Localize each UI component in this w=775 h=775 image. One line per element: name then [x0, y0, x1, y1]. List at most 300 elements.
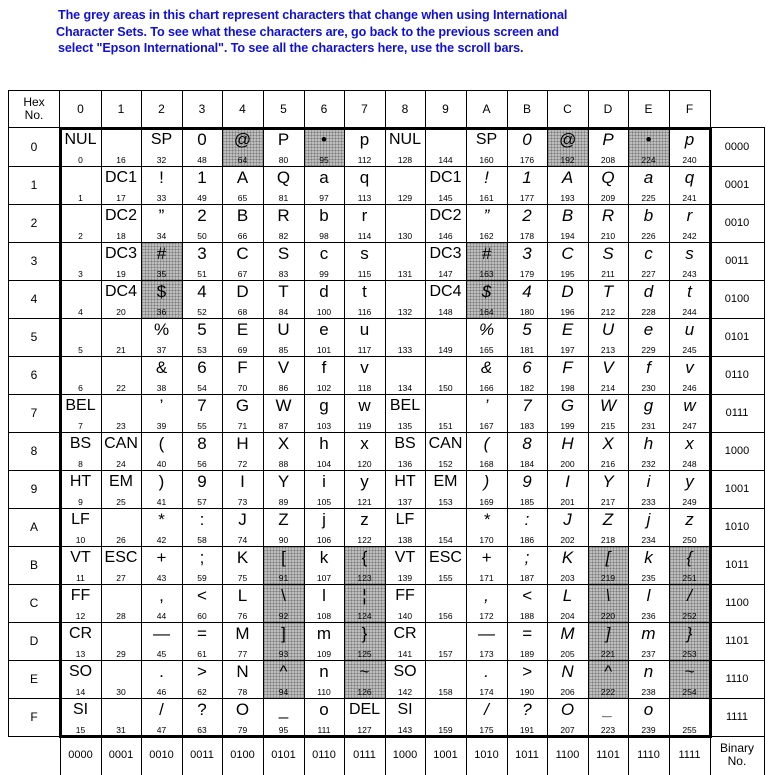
- column-header: C: [563, 101, 572, 116]
- row-binary-label: 1001: [724, 482, 750, 495]
- char-cell: [344, 318, 385, 356]
- char-cell: [547, 432, 588, 470]
- char-decimal: 123: [357, 573, 372, 583]
- char-decimal: 17: [116, 193, 126, 203]
- char-decimal: 62: [197, 687, 207, 697]
- char-decimal: 64: [237, 155, 248, 165]
- char-decimal: 201: [560, 497, 575, 507]
- char-cell: [344, 622, 385, 660]
- char-glyph: 2: [197, 206, 207, 225]
- char-decimal: 113: [357, 193, 372, 203]
- char-glyph: I: [565, 472, 570, 491]
- row-binary-label: 0100: [724, 292, 750, 305]
- char-decimal: 94: [278, 687, 289, 697]
- char-decimal: 255: [682, 725, 697, 735]
- grid-line: [344, 90, 345, 775]
- char-glyph: I: [240, 472, 245, 491]
- char-decimal: 28: [116, 611, 126, 621]
- char-glyph: f: [646, 358, 651, 377]
- char-decimal: 154: [438, 535, 453, 545]
- row-binary-label: 0111: [725, 406, 749, 419]
- char-cell: [628, 166, 669, 204]
- char-cell: [141, 318, 182, 356]
- char-glyph: •: [645, 130, 652, 149]
- column-header: 2: [158, 101, 165, 116]
- char-cell: [385, 432, 425, 470]
- char-decimal: 63: [197, 725, 207, 735]
- char-glyph: !: [159, 168, 164, 187]
- char-glyph: n: [319, 662, 329, 681]
- char-decimal: 225: [641, 193, 656, 203]
- char-decimal: 83: [278, 269, 289, 279]
- grid-line: [59, 128, 62, 738]
- grid-line: [222, 90, 223, 775]
- char-cell: [222, 318, 263, 356]
- char-cell: [466, 660, 507, 698]
- char-decimal: 59: [197, 573, 207, 583]
- char-cell: [628, 660, 669, 698]
- char-glyph: NUL: [64, 131, 97, 148]
- char-decimal: 36: [156, 307, 167, 317]
- char-cell: [344, 128, 385, 166]
- char-decimal: 166: [479, 383, 494, 393]
- char-decimal: 189: [519, 649, 535, 659]
- char-glyph: =: [197, 624, 207, 643]
- char-decimal: 65: [237, 193, 248, 203]
- char-cell: [425, 318, 466, 356]
- char-decimal: 57: [197, 497, 207, 507]
- char-cell: [425, 660, 466, 698]
- char-glyph: X: [602, 434, 614, 453]
- char-glyph: O: [560, 700, 575, 719]
- grid-line: [425, 90, 426, 775]
- char-decimal: 227: [641, 269, 656, 279]
- char-cell: [263, 204, 304, 242]
- char-cell: [101, 660, 141, 698]
- char-glyph: L: [562, 586, 573, 605]
- char-cell: [344, 242, 385, 280]
- char-glyph: u: [359, 320, 370, 339]
- char-decimal: 190: [519, 687, 535, 697]
- char-cell: [385, 698, 425, 736]
- char-decimal: 252: [682, 611, 697, 621]
- char-glyph: *: [483, 510, 490, 529]
- char-cell: [385, 508, 425, 546]
- char-glyph: &: [480, 358, 493, 377]
- char-cell: [385, 622, 425, 660]
- char-decimal: 58: [197, 535, 207, 545]
- char-cell: [304, 546, 344, 584]
- grid-line: [628, 90, 629, 775]
- char-decimal: 9: [78, 497, 83, 507]
- char-cell: [222, 470, 263, 508]
- char-decimal: 75: [237, 573, 248, 583]
- row-binary-label: 0000: [724, 140, 750, 153]
- char-decimal: 147: [438, 269, 453, 279]
- char-cell: [101, 508, 141, 546]
- char-cell: [263, 508, 304, 546]
- char-decimal: 90: [278, 535, 289, 545]
- char-decimal: 145: [438, 193, 453, 203]
- grid-line: [710, 736, 765, 737]
- char-glyph: =: [522, 624, 532, 643]
- char-cell: [222, 280, 263, 318]
- char-decimal: 20: [116, 307, 126, 317]
- char-glyph: M: [560, 624, 575, 643]
- char-cell: [425, 128, 466, 166]
- char-decimal: 33: [156, 193, 167, 203]
- char-decimal: 187: [519, 573, 535, 583]
- grid-line: [8, 204, 765, 205]
- char-decimal: 69: [237, 345, 248, 355]
- char-cell: [425, 584, 466, 622]
- char-glyph: 3: [522, 244, 532, 263]
- char-cell: [628, 546, 669, 584]
- char-decimal: 207: [560, 725, 575, 735]
- char-glyph: /: [687, 586, 692, 605]
- char-decimal: 208: [600, 155, 616, 165]
- row-binary-label: 0011: [725, 254, 749, 267]
- char-cell: [304, 622, 344, 660]
- char-cell: [101, 318, 141, 356]
- char-decimal: 181: [519, 345, 535, 355]
- char-decimal: 152: [438, 459, 453, 469]
- char-glyph: f: [321, 358, 327, 377]
- char-glyph: 2: [522, 206, 532, 225]
- char-decimal: 87: [278, 421, 289, 431]
- char-decimal: 206: [560, 687, 575, 697]
- char-glyph: l: [646, 586, 651, 605]
- char-decimal: 233: [641, 497, 656, 507]
- char-decimal: 171: [479, 573, 494, 583]
- char-cell: [182, 698, 222, 736]
- char-cell: [304, 698, 344, 736]
- char-decimal: 180: [519, 307, 535, 317]
- char-cell: [385, 660, 425, 698]
- grid-line: [8, 470, 765, 471]
- char-decimal: 126: [357, 687, 372, 697]
- char-decimal: 224: [641, 155, 656, 165]
- char-cell: [182, 508, 222, 546]
- grid-line: [8, 622, 765, 623]
- char-cell: [588, 508, 628, 546]
- char-glyph: 3: [197, 244, 207, 263]
- char-cell: [507, 356, 547, 394]
- char-glyph: ~: [359, 662, 370, 681]
- char-cell: [182, 622, 222, 660]
- char-cell: [222, 356, 263, 394]
- char-cell: [304, 204, 344, 242]
- char-glyph: J: [238, 510, 247, 529]
- char-cell: [466, 318, 507, 356]
- char-glyph: 6: [197, 358, 207, 377]
- char-glyph: _: [278, 700, 289, 719]
- char-cell: [466, 584, 507, 622]
- char-decimal: 95: [278, 725, 289, 735]
- column-binary-label: 0111: [353, 749, 376, 761]
- grid-line: [764, 127, 765, 775]
- char-glyph: }: [686, 624, 693, 643]
- char-glyph: DC2: [429, 207, 462, 224]
- char-decimal: 186: [519, 535, 535, 545]
- char-decimal: 146: [438, 231, 453, 241]
- row-header: 0: [30, 139, 38, 154]
- char-glyph: DC3: [104, 245, 137, 262]
- char-glyph: k: [319, 548, 329, 567]
- char-glyph: H: [236, 434, 249, 453]
- char-glyph: q: [359, 168, 370, 187]
- char-decimal: 60: [197, 611, 207, 621]
- char-cell: [507, 470, 547, 508]
- char-decimal: 217: [600, 497, 616, 507]
- char-glyph: +: [481, 548, 492, 567]
- char-cell: [466, 242, 507, 280]
- char-cell: [60, 622, 101, 660]
- char-decimal: 132: [397, 307, 413, 317]
- char-decimal: 193: [560, 193, 575, 203]
- char-cell: [263, 280, 304, 318]
- char-glyph: Y: [277, 472, 290, 491]
- char-decimal: 127: [357, 725, 372, 735]
- char-glyph: G: [235, 396, 250, 415]
- char-glyph: j: [646, 510, 651, 529]
- column-binary-label: 0011: [190, 749, 214, 761]
- char-glyph: D: [236, 282, 249, 301]
- char-decimal: 55: [197, 421, 207, 431]
- char-decimal: 214: [600, 383, 616, 393]
- char-cell: [588, 242, 628, 280]
- column-binary-label: 0010: [149, 749, 174, 761]
- char-glyph: ,: [159, 586, 164, 605]
- char-cell: [425, 622, 466, 660]
- char-cell: [425, 546, 466, 584]
- grid-line: [60, 127, 712, 130]
- char-cell: [588, 660, 628, 698]
- char-decimal: 7: [78, 421, 83, 431]
- char-glyph: VT: [394, 549, 416, 566]
- char-decimal: 72: [237, 459, 248, 469]
- char-decimal: 143: [397, 725, 413, 735]
- char-glyph: E: [561, 320, 574, 339]
- char-glyph: LF: [71, 511, 90, 528]
- grid-line: [710, 90, 711, 128]
- char-glyph: ¦: [362, 586, 367, 605]
- char-cell: [182, 204, 222, 242]
- char-decimal: 239: [641, 725, 656, 735]
- char-cell: [507, 204, 547, 242]
- char-cell: [344, 432, 385, 470]
- char-decimal: 40: [156, 459, 167, 469]
- char-decimal: 89: [278, 497, 289, 507]
- grid-line: [547, 90, 548, 775]
- char-cell: [466, 394, 507, 432]
- char-decimal: 10: [75, 535, 86, 545]
- char-cell: [141, 280, 182, 318]
- char-decimal: 71: [237, 421, 248, 431]
- char-cell: [466, 470, 507, 508]
- char-decimal: 177: [519, 193, 535, 203]
- char-cell: [507, 622, 547, 660]
- char-glyph: P: [602, 130, 614, 149]
- char-glyph: @: [558, 130, 577, 149]
- char-decimal: 117: [357, 345, 372, 355]
- char-decimal: 124: [357, 611, 372, 621]
- char-decimal: 210: [600, 231, 616, 241]
- char-glyph: L: [237, 586, 248, 605]
- char-decimal: 237: [641, 649, 656, 659]
- char-glyph: LF: [395, 511, 415, 528]
- char-decimal: 151: [438, 421, 453, 431]
- char-glyph: ?: [197, 700, 207, 719]
- char-decimal: 121: [357, 497, 372, 507]
- column-header: 9: [442, 101, 449, 116]
- char-glyph: :: [524, 510, 530, 529]
- char-cell: [385, 204, 425, 242]
- char-cell: [669, 432, 710, 470]
- char-decimal: 5: [78, 345, 83, 355]
- char-decimal: 44: [156, 611, 167, 621]
- char-decimal: 85: [278, 345, 289, 355]
- char-decimal: 27: [116, 573, 126, 583]
- char-decimal: 122: [357, 535, 372, 545]
- row-header: B: [29, 557, 38, 572]
- char-glyph: e: [319, 320, 329, 339]
- char-decimal: 241: [682, 193, 697, 203]
- char-decimal: 160: [479, 155, 494, 165]
- row-binary-label: 1110: [725, 672, 749, 685]
- char-decimal: 116: [357, 307, 372, 317]
- char-decimal: 25: [116, 497, 126, 507]
- char-cell: [425, 470, 466, 508]
- char-decimal: 45: [156, 649, 167, 659]
- char-decimal: 6: [78, 383, 83, 393]
- char-cell: [507, 394, 547, 432]
- char-cell: [304, 584, 344, 622]
- char-glyph: c: [319, 244, 329, 263]
- char-cell: [141, 356, 182, 394]
- char-decimal: 41: [156, 497, 167, 507]
- char-cell: [425, 432, 466, 470]
- char-decimal: 174: [479, 687, 494, 697]
- char-cell: [466, 698, 507, 736]
- char-cell: [425, 394, 466, 432]
- grid-line: [59, 90, 60, 128]
- char-cell: [385, 280, 425, 318]
- grid-line: [60, 736, 61, 775]
- char-cell: [669, 546, 710, 584]
- char-decimal: 82: [278, 231, 289, 241]
- char-decimal: 101: [316, 345, 332, 355]
- grid-line: [8, 166, 765, 167]
- char-decimal: 24: [116, 459, 126, 469]
- char-glyph: a: [319, 168, 329, 187]
- char-cell: [60, 660, 101, 698]
- char-cell: [141, 432, 182, 470]
- char-decimal: 200: [560, 459, 575, 469]
- char-cell: [385, 356, 425, 394]
- grid-line: [263, 90, 264, 775]
- char-cell: [507, 318, 547, 356]
- char-glyph: x: [685, 434, 694, 453]
- char-glyph: ^: [279, 662, 288, 681]
- char-cell: [182, 394, 222, 432]
- char-cell: [588, 394, 628, 432]
- char-glyph: HT: [69, 473, 92, 490]
- char-cell: [547, 318, 588, 356]
- char-decimal: 253: [682, 649, 697, 659]
- char-glyph: b: [643, 206, 654, 225]
- column-binary-label: 1100: [555, 749, 580, 761]
- char-cell: [588, 204, 628, 242]
- corner-label: Hex No.: [23, 95, 45, 122]
- column-binary-label: 1011: [515, 749, 539, 761]
- char-cell: [101, 204, 141, 242]
- char-cell: [628, 242, 669, 280]
- grid-line: [8, 698, 765, 699]
- char-glyph: #: [481, 244, 492, 263]
- column-header: A: [482, 101, 491, 116]
- char-glyph: ]: [281, 624, 286, 643]
- char-decimal: 4: [78, 307, 83, 317]
- char-cell: [669, 318, 710, 356]
- grid-line: [8, 432, 765, 433]
- char-decimal: 119: [357, 421, 372, 431]
- char-decimal: 216: [600, 459, 616, 469]
- char-cell: [101, 356, 141, 394]
- char-cell: [425, 166, 466, 204]
- column-header: 5: [280, 101, 287, 116]
- char-decimal: 16: [116, 155, 126, 165]
- char-cell: [304, 128, 344, 166]
- char-decimal: 202: [560, 535, 575, 545]
- row-header: F: [30, 709, 38, 724]
- row-binary-label: 1111: [725, 710, 749, 723]
- char-decimal: 173: [479, 649, 494, 659]
- char-glyph: r: [361, 206, 368, 225]
- grid-line: [8, 508, 765, 509]
- char-cell: [547, 242, 588, 280]
- char-decimal: 163: [479, 269, 494, 279]
- row-binary-label: 1100: [725, 596, 749, 609]
- grid-line: [709, 128, 712, 738]
- char-cell: [628, 432, 669, 470]
- char-glyph: SI: [397, 701, 413, 718]
- char-cell: [385, 128, 425, 166]
- char-cell: [628, 698, 669, 736]
- char-cell: [60, 356, 101, 394]
- char-glyph: SP: [150, 131, 173, 148]
- row-header: 5: [30, 329, 38, 344]
- char-glyph: N: [236, 662, 249, 681]
- char-decimal: 26: [116, 535, 126, 545]
- char-glyph: i: [322, 472, 326, 491]
- grid-line: [588, 90, 589, 775]
- char-cell: [425, 698, 466, 736]
- char-cell: [182, 166, 222, 204]
- column-header: B: [522, 101, 531, 116]
- char-glyph: >: [522, 662, 532, 681]
- char-glyph: O: [235, 700, 250, 719]
- char-cell: [507, 128, 547, 166]
- char-decimal: 195: [560, 269, 575, 279]
- char-cell: [547, 546, 588, 584]
- char-glyph: CAN: [104, 435, 138, 452]
- char-decimal: 221: [600, 649, 616, 659]
- char-glyph: y: [685, 472, 694, 491]
- char-decimal: 21: [116, 345, 126, 355]
- char-cell: [344, 356, 385, 394]
- char-cell: [628, 204, 669, 242]
